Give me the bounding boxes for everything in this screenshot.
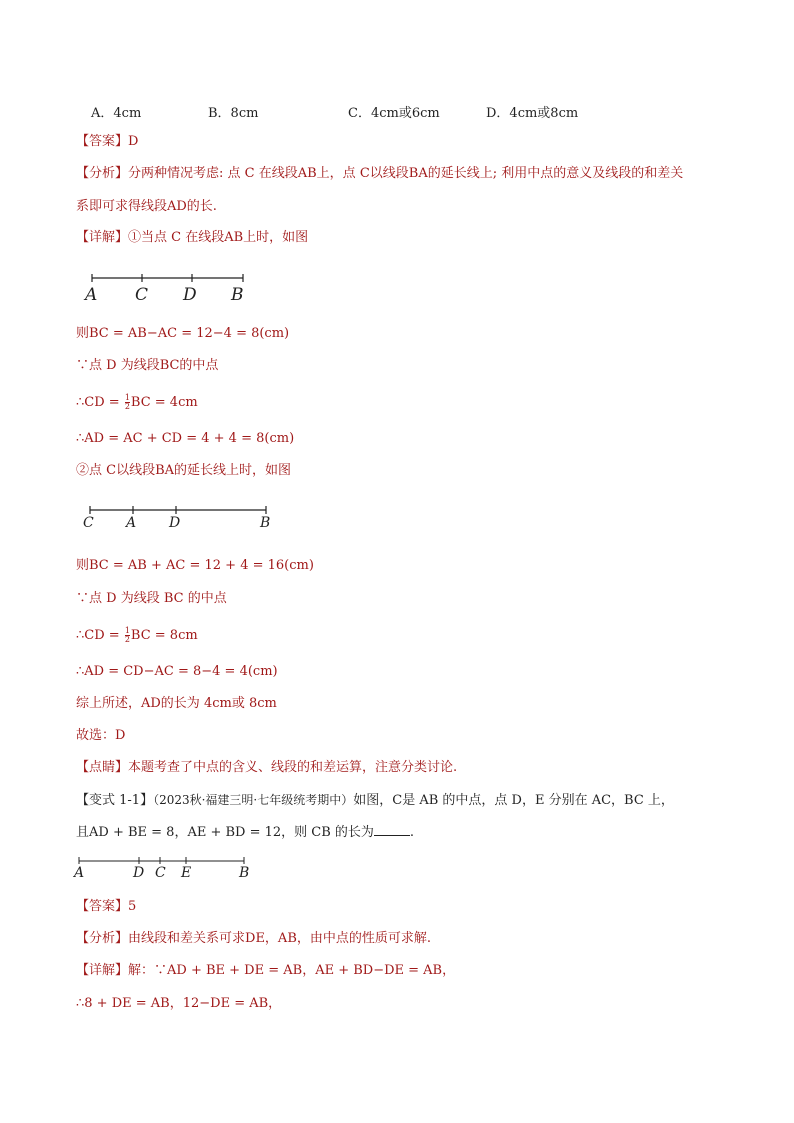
summary: 综上所述，AD的长为 4cm或 8cm xyxy=(76,696,277,711)
variant-line1 xyxy=(76,791,674,810)
fig2-point-c: C xyxy=(83,515,94,531)
analysis-text: 分两种情况考虑: 点 C 在线段AB上，点 C以线段BA的延长线上; 利用中点的意义及线段的和差关 xyxy=(128,166,684,181)
answer2-value: 5 xyxy=(128,899,137,914)
variant-question-1: 如图，C是 AB 的中点，点 D，E 分别在 AC，BC 上， xyxy=(353,793,674,808)
analysis2-tag: 【分析】 xyxy=(76,931,129,946)
fig2-point-a: A xyxy=(126,515,137,531)
comment-text: 本题考查了中点的含义、线段的和差运算，注意分类讨论. xyxy=(128,760,458,775)
detail-tag: 【详解】 xyxy=(76,230,129,245)
case1-step3-pre: ∴CD = xyxy=(76,395,124,410)
fig1-point-b: B xyxy=(231,285,244,305)
analysis2-text: 由线段和差关系可求DE，AB，由中点的性质可求解. xyxy=(128,931,432,946)
detail-2-line1 xyxy=(76,962,455,980)
case2-step3-pre: ∴CD = xyxy=(76,628,124,643)
fig3-point-b: B xyxy=(239,865,250,881)
option-b: B．8cm xyxy=(208,106,259,121)
answer-value: D xyxy=(128,134,139,149)
case2-step3-post: BC = 8cm xyxy=(130,628,198,643)
case2-step4: ∴AD = CD−AC = 8−4 = 4(cm) xyxy=(76,664,278,679)
fig3-point-c: C xyxy=(155,865,166,881)
answer-tag: 【答案】 xyxy=(76,134,129,149)
analysis-tag: 【分析】 xyxy=(76,166,129,181)
fig1-point-a: A xyxy=(85,285,98,305)
comment-1 xyxy=(76,759,457,777)
analysis-1-line2: 系即可求得线段AD的长. xyxy=(76,199,217,214)
case2-step2: ∵点 D 为线段 BC 的中点 xyxy=(76,591,227,606)
choice: 故选：D xyxy=(76,728,126,743)
fig2-point-b: B xyxy=(260,515,271,531)
fraction-half: $\frac{1}{2}$ xyxy=(124,393,130,411)
detail-1-intro xyxy=(76,229,308,247)
fig3-point-d: D xyxy=(133,865,145,881)
variant-source: （2023秋·福建三明·七年级统考期中） xyxy=(153,793,354,807)
variant-question-2: 且AD + BE = 8，AE + BD = 12，则 CB 的长为 xyxy=(76,825,374,840)
answer-blank[interactable] xyxy=(374,823,410,836)
option-a: A．4cm xyxy=(91,106,142,121)
case1-step4: ∴AD = AC + CD = 4 + 4 = 8(cm) xyxy=(76,431,295,446)
variant-tag: 【变式 1-1】 xyxy=(76,793,154,808)
case1-intro: ①当点 C 在线段AB上时，如图 xyxy=(128,230,309,245)
analysis-1-line1 xyxy=(76,165,683,183)
fig1-point-d: D xyxy=(183,285,197,305)
case2-intro: ②点 C以线段BA的延长线上时，如图 xyxy=(76,463,292,478)
detail-2-line2: ∴8 + DE = AB，12−DE = AB， xyxy=(76,996,282,1011)
case1-step2: ∵点 D 为线段BC的中点 xyxy=(76,358,219,373)
option-c: C．4cm或6cm xyxy=(348,106,440,121)
analysis-2 xyxy=(76,930,431,948)
fig3-point-e: E xyxy=(181,865,192,881)
fig1-point-c: C xyxy=(135,285,149,305)
variant-line2: 且AD + BE = 8，AE + BD = 12，则 CB 的长为 . xyxy=(76,825,415,840)
detail2-tag: 【详解】 xyxy=(76,963,129,978)
answer-1 xyxy=(76,133,138,151)
fig2-point-d: D xyxy=(169,515,181,531)
comment-tag: 【点睛】 xyxy=(76,760,129,775)
fig3-point-a: A xyxy=(74,865,85,881)
fraction-half-2: $\frac{1}{2}$ xyxy=(124,626,130,644)
answer-2 xyxy=(76,898,136,916)
case2-step1: 则BC = AB + AC = 12 + 4 = 16(cm) xyxy=(76,558,314,573)
case1-step3 xyxy=(76,394,198,412)
detail2-text1: 解：∵AD + BE + DE = AB，AE + BD−DE = AB， xyxy=(128,963,456,978)
option-d: D．4cm或8cm xyxy=(486,106,579,121)
case1-step1: 则BC = AB−AC = 12−4 = 8(cm) xyxy=(76,326,290,341)
answer2-tag: 【答案】 xyxy=(76,899,129,914)
case1-step3-post: BC = 4cm xyxy=(130,395,198,410)
case2-step3 xyxy=(76,627,198,645)
